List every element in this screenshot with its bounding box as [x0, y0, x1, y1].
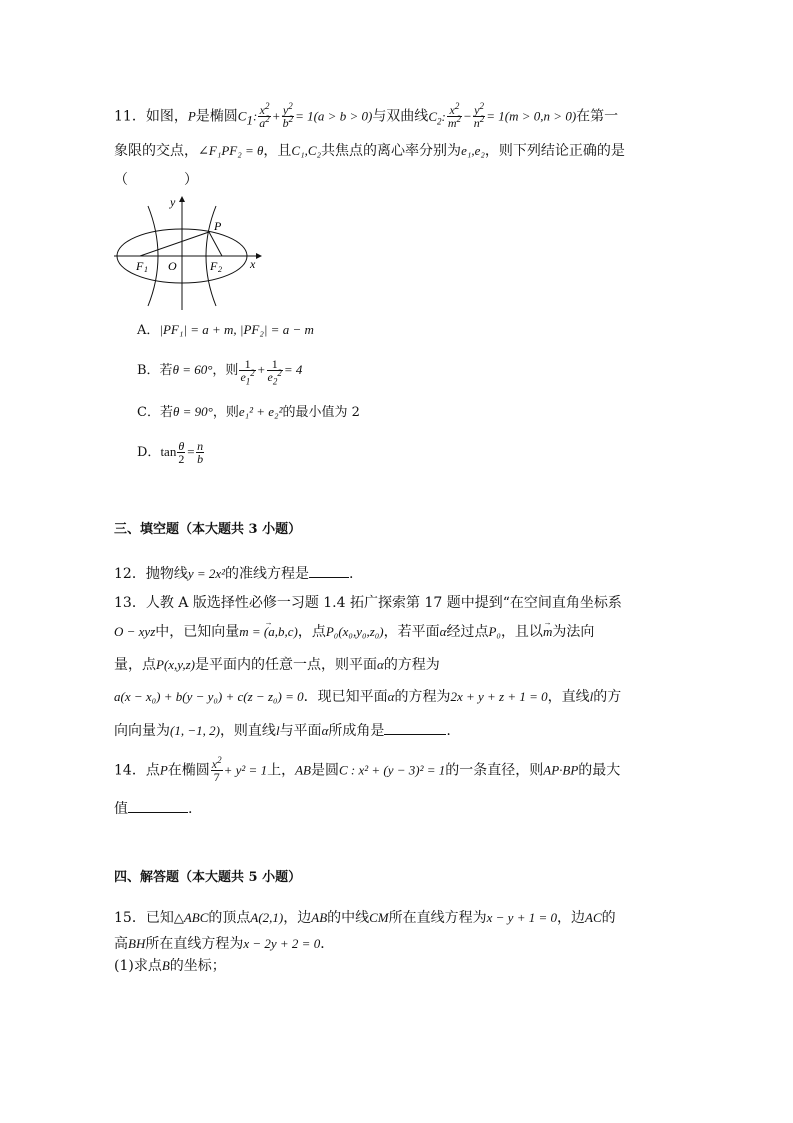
svg-text:1: 1	[144, 265, 148, 274]
section3-heading: 三、填空题（本大题共 3 小题）	[114, 522, 302, 537]
line-pf2	[209, 232, 222, 256]
label-o: O	[168, 259, 177, 273]
q11-line1: 11．如图，P是椭圆$C_1$: $\frac{x^2}{a^2}$ + $\frac{y^2}{b^2}$ = 1(a > b > 0)与双曲线$C_2$: $\frac{x^2}{m^2}$ − $\frac{y^2}{n^2}$ = 1(m > 0,n > 0)在第一	[114, 101, 619, 130]
label-f2: F	[210, 259, 218, 273]
ellipse-hyperbola-figure	[110, 190, 270, 315]
q11-option-c[interactable]: C．若θ = 90°，则e₁² + e₂²的最小值为 2	[137, 404, 360, 420]
q11-number: 11．如图，	[114, 108, 188, 125]
q13-line3: 量，点P(x,y,z)是平面内的任意一点，则平面α的方程为	[114, 657, 440, 673]
label-p: P	[214, 219, 222, 233]
q13-line4: a(x − x₀) + b(y − y₀) + c(z − z₀) = 0．现已知平面α的方程为2x + y + z + 1 = 0，直线l的方	[114, 689, 622, 705]
q11-option-b[interactable]: B．若θ = 60°，则 $\frac{1}{e_1^2}$ + $\frac{1}{e_2^2}$ = 4	[137, 357, 303, 387]
label-f1: F	[136, 259, 144, 273]
y-axis-arrow	[179, 196, 185, 202]
q15-subquestion-1: (1)求点B的坐标；	[114, 958, 226, 974]
line-pf1	[140, 232, 209, 256]
q14-line2: 值 .	[114, 798, 192, 819]
q14-line1: 14．点P在椭圆 $\frac{x^2}{7}$ + y² = 1上，AB是圆C : x² + (y − 3)² = 1的一条直径，则AP·BP的最大	[114, 755, 621, 784]
q13-line1: 13．人教 A 版选择性必修一习题 1.4 拓广探索第 17 题中提到“在空间直角坐标系	[114, 595, 622, 611]
q12: 12．抛物线y = 2x²的准线方程是 .	[114, 563, 354, 584]
q14-answer-blank[interactable]	[128, 798, 188, 813]
frac-y2-b2: $\frac{y^2}{b^2}$	[282, 101, 294, 130]
q11-option-a[interactable]: A．|PF₁| = a + m, |PF₂| = a − m	[137, 322, 314, 338]
q15-line1: 15．已知△ABC的顶点A(2,1)，边AB的中线CM所在直线方程为x − y + 1 = 0，边AC的	[114, 910, 616, 926]
svg-text:2: 2	[218, 265, 222, 274]
q13-line5: 向向量为(1, −1, 2)，则直线l与平面α所成角是 .	[114, 720, 451, 741]
frac-x2-m2: $\frac{x^2}{m^2}$	[447, 101, 461, 130]
q13-line2: O − xyz中，已知向量→ m = (a,b,c)，点P₀(x₀,y₀,z₀)，若平面α经过点P₀，且以→ m为法向	[114, 622, 594, 642]
q11-option-d[interactable]: D．tan $\frac{\theta}{2}$ = $\frac{n}{b}$	[137, 439, 204, 466]
q11-answer-bracket: （ ）	[114, 172, 198, 188]
q11-line2: 象限的交点，∠F₁PF₂ = θ，且C₁,C₂共焦点的离心率分别为e₁,e₂，则下列结论正确的是	[114, 143, 625, 159]
label-y: y	[170, 195, 176, 209]
frac-y2-n2: $\frac{y^2}{n^2}$	[473, 101, 485, 130]
q15-line2: 高BH所在直线方程为x − 2y + 2 = 0．	[114, 936, 335, 952]
label-x: x	[250, 257, 256, 271]
q13-answer-blank[interactable]	[384, 720, 446, 735]
section4-heading: 四、解答题（本大题共 5 小题）	[114, 870, 302, 885]
frac-x2-a2: $\frac{x^2}{a^2}$	[259, 101, 270, 130]
q12-answer-blank[interactable]	[309, 563, 349, 578]
x-axis-arrow	[256, 253, 262, 259]
